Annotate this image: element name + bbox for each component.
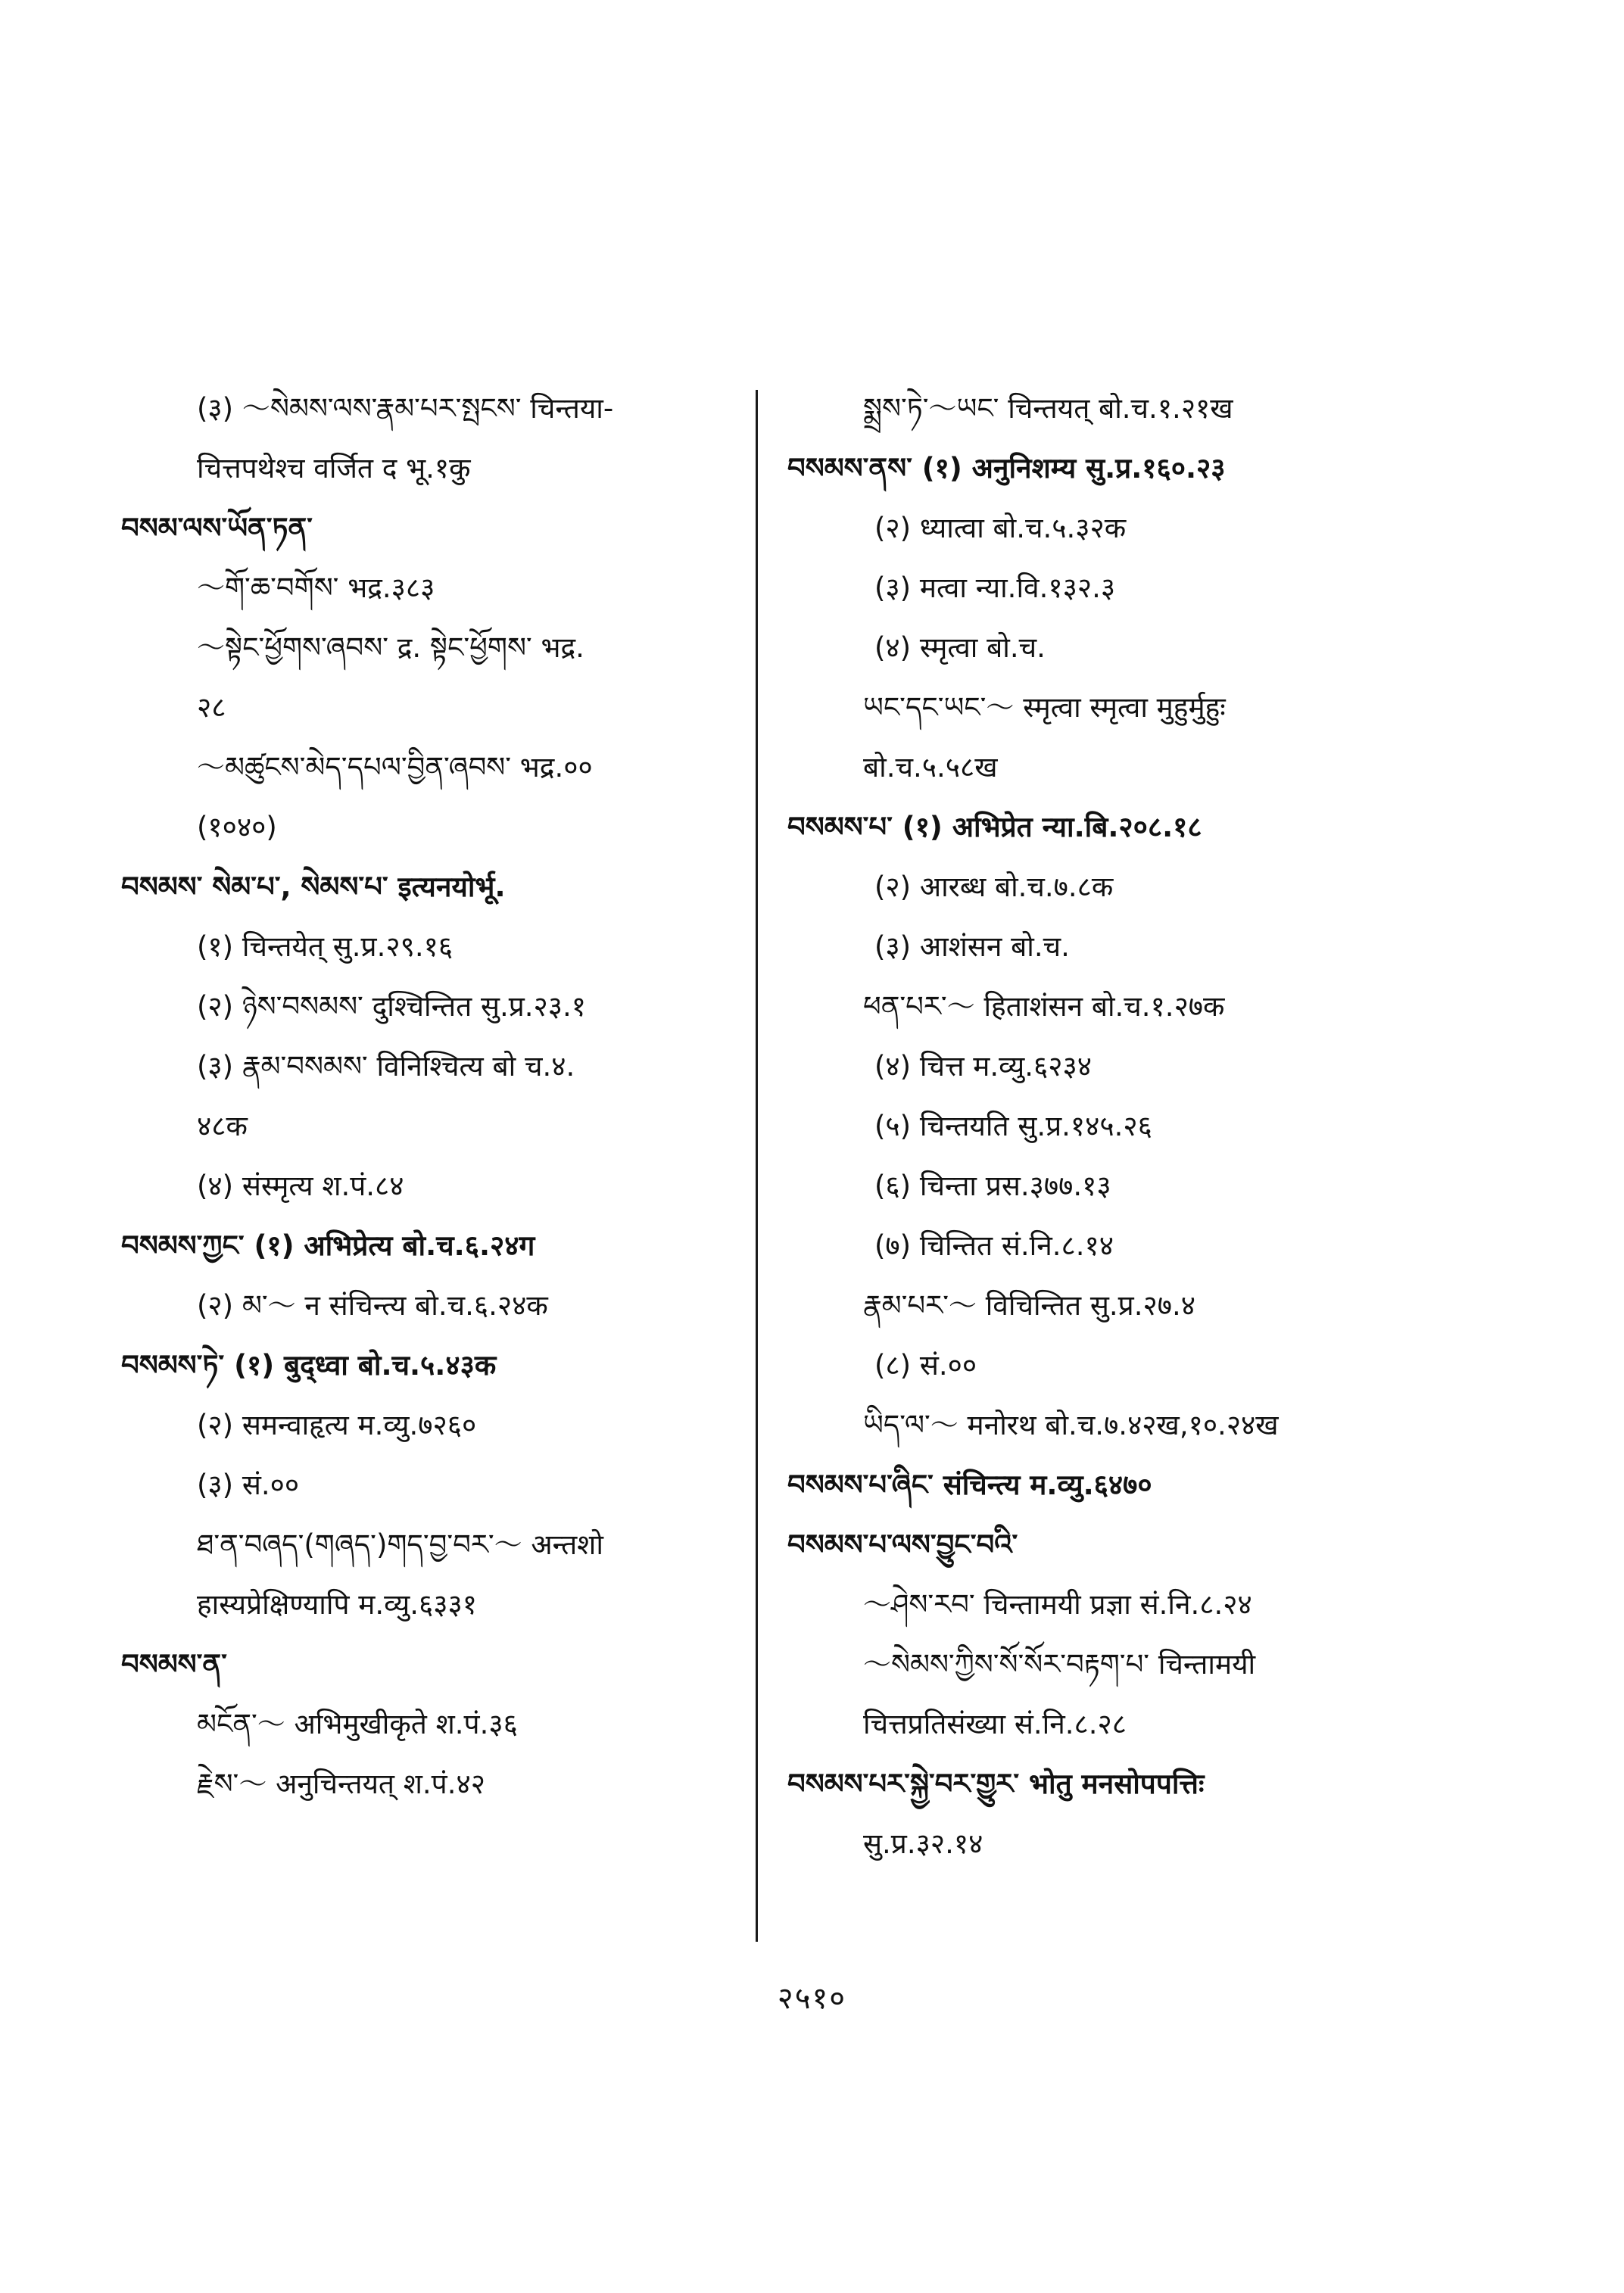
entry-line: ～གོ་ཆ་བགོས་ भद्र.३८३ — [197, 572, 435, 604]
page-number: २५१० — [777, 1981, 847, 2016]
entry-line: (४) संस्मृत्य श.पं.८४ — [197, 1170, 404, 1202]
entry-line: བསམས་པ་ལས་བྱུང་བའི་ — [787, 1528, 1018, 1561]
entry-line: (७) चिन्तित सं.नि.८.१४ — [874, 1229, 1114, 1262]
entry-line: ～སེམས་ཀྱིས་སོ་སོར་བརྟག་པ་ चिन्तामयी — [863, 1648, 1256, 1681]
entry-line: (३) ～སེམས་ལས་རྣམ་པར་སྤངས་ चिन्तया- — [197, 392, 614, 425]
entry-line: (२) समन्वाहृत्य म.व्यु.७२६० — [197, 1409, 477, 1441]
entry-line: चित्तपथेश्च वर्जित द भू.१कु — [197, 452, 471, 484]
entry-line: ཕན་པར་～ हिताशंसन बो.च.१.२७क — [863, 990, 1225, 1023]
entry-line: ཡང་དང་ཡང་～ स्मृत्वा स्मृत्वा मुहुर्मुहुः — [863, 691, 1226, 724]
entry-line: ४८क — [197, 1110, 248, 1142]
entry-line: ～མཚུངས་མེད་དཔལ་བྱིན་ཞབས་ भद्र.०० — [197, 751, 593, 784]
entry-line: हास्यप्रेक्षिण्यापि म.व्यु.६३३१ — [197, 1588, 477, 1621]
entry-line: (६) चिन्ता प्रस.३७७.१३ — [874, 1170, 1111, 1202]
entry-line: (४) स्मृत्वा बो.च. — [874, 631, 1046, 664]
entry-line: མངོན་～ अभिमुखीकृते श.पं.३६ — [197, 1708, 518, 1740]
entry-line: བསམ་ལས་ཡོན་ཏན་ — [121, 512, 313, 544]
entry-line: (२) ध्यात्वा बो.च.५.३२क — [874, 512, 1127, 544]
entry-line: (४) चित्त म.व्यु.६२३४ — [874, 1050, 1092, 1083]
right-column — [787, 379, 1461, 1874]
entry-line: བསམས་ན་ — [121, 1648, 227, 1681]
entry-line: (१०४०) — [197, 811, 277, 843]
entry-line: ～ཤེས་རབ་ चिन्तामयी प्रज्ञा सं.नि.८.२४ — [863, 1588, 1252, 1621]
entry-line: (२) ཉེས་བསམས་ दुश्चिन्तित सु.प्र.२३.१ — [197, 990, 587, 1023]
entry-line: (५) चिन्तयति सु.प्र.१४५.२६ — [874, 1110, 1152, 1142]
entry-line: (३) རྣམ་བསམས་ विनिश्चित्य बो च.४. — [197, 1050, 575, 1083]
entry-line: चित्तप्रतिसंख्या सं.नि.८.२८ — [863, 1708, 1127, 1740]
entry-line: སྨྲས་ཏེ་～ཡང་ चिन्तयत् बो.च.१.२१ख — [863, 392, 1233, 425]
entry-line: རྣམ་པར་～ विचिन्तित सु.प्र.२७.४ — [863, 1289, 1195, 1322]
entry-line: བསམས་ཀྱང་ (१) अभिप्रेत्य बो.च.६.२४ग — [121, 1229, 535, 1262]
entry-line: (२) आरब्ध बो.च.७.८क — [874, 871, 1114, 903]
entry-line: བསམས་པ་ (१) अभिप्रेत न्या.बि.२०८.१८ — [787, 811, 1202, 843]
entry-line: २८ — [197, 691, 226, 724]
entry-line: (३) सं.०० — [197, 1469, 300, 1501]
entry-line: བསམས་ཏེ་ (१) बुद्ध्वा बो.च.५.४३क — [121, 1349, 497, 1382]
entry-line: ཐ་ན་བཞད་(གཞད་)གད་བྱ་བར་～ अन्तशो — [197, 1528, 603, 1561]
left-column — [121, 379, 750, 1814]
entry-line: (३) आशंसन बो.च. — [874, 930, 1070, 963]
entry-line: (३) मत्वा न्या.वि.१३२.३ — [874, 572, 1116, 604]
entry-line: བསམས་པ་ཞིང་ संचिन्त्य म.व्यु.६४७० — [787, 1469, 1152, 1501]
column-divider — [756, 390, 758, 1942]
entry-line: བསམས་ནས་ (१) अनुनिशम्य सु.प्र.१६०.२३ — [787, 452, 1226, 484]
entry-line: བསམས་ སེམ་པ་, སེམས་པ་ इत्यनयोर्भू. — [121, 871, 506, 903]
entry-line: ～སྟེང་ཕྱོགས་ཞབས་ द्र. སྟེང་ཕྱོགས་ भद्र. — [197, 631, 584, 664]
entry-line: सु.प्र.३२.१४ — [863, 1827, 983, 1860]
entry-line: བསམས་པར་སྐྱེ་བར་གྱུར་ भोतु मनसोपपत्तिः — [787, 1768, 1205, 1800]
entry-line: རྗེས་～ अनुचिन्तयत् श.पं.४२ — [197, 1768, 485, 1800]
entry-line: बो.च.५.५८ख — [863, 751, 998, 784]
entry-line: (१) चिन्तयेत् सु.प्र.२९.१६ — [197, 930, 454, 963]
entry-line: (२) མ་～ न संचिन्त्य बो.च.६.२४क — [197, 1289, 548, 1322]
entry-line: (८) सं.०० — [874, 1349, 977, 1382]
entry-line: ཡིད་ལ་～ मनोरथ बो.च.७.४२ख,१०.२४ख — [863, 1409, 1279, 1441]
